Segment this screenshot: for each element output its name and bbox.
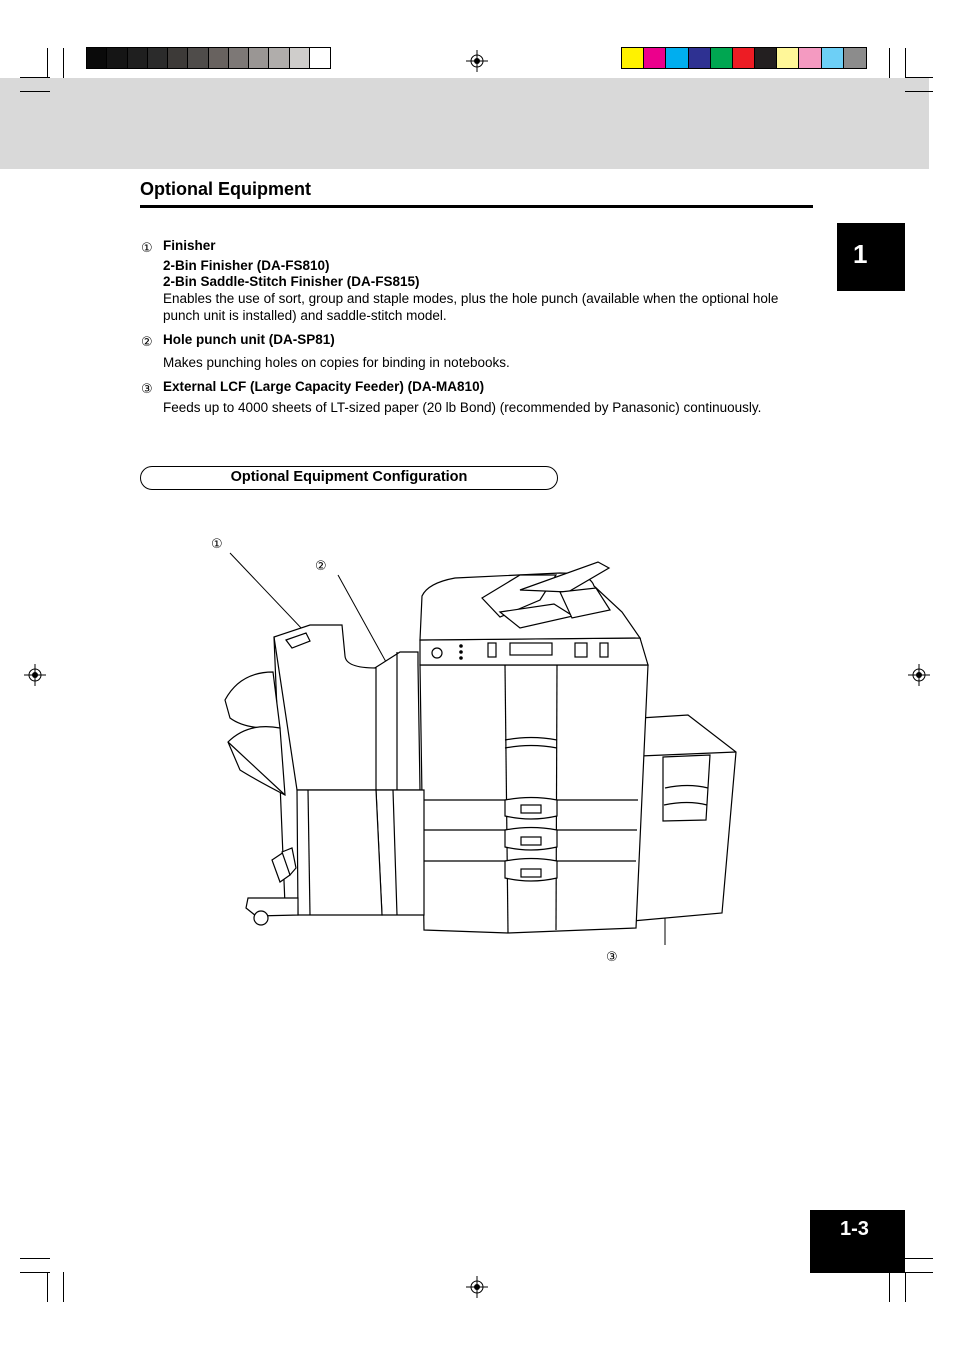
title-rule (140, 205, 813, 208)
gray-swatch (188, 48, 208, 68)
header-band (0, 78, 929, 169)
equipment-illustration (215, 550, 745, 945)
description-line: punch unit is installed) and saddle-stitch model. (163, 308, 447, 323)
registration-mark-icon (908, 664, 930, 686)
item-description (163, 290, 813, 324)
description-line: Feeds up to 4000 sheets of LT-sized paper (20 lb Bond) (recommended by Panasonic) continuously. (163, 400, 762, 415)
color-swatch (844, 48, 866, 68)
gray-swatch (87, 48, 107, 68)
color-swatch (666, 48, 688, 68)
item-title: Finisher (163, 238, 216, 253)
item-subtitle: 2-Bin Saddle-Stitch Finisher (DA-FS815) (163, 274, 420, 289)
registration-mark-icon (466, 1276, 488, 1298)
color-swatch (777, 48, 799, 68)
document-feeder (420, 562, 640, 640)
item-title: Hole punch unit (DA-SP81) (163, 332, 335, 347)
color-bar (621, 47, 867, 69)
gray-swatch (209, 48, 229, 68)
color-swatch (644, 48, 666, 68)
callout-finisher: ① (211, 536, 223, 551)
gray-swatch (310, 48, 330, 68)
page-number: 1-3 (810, 1210, 905, 1273)
page-title: Optional Equipment (140, 179, 311, 199)
gray-swatch (249, 48, 269, 68)
gray-swatch (168, 48, 188, 68)
item-marker: ② (141, 334, 153, 349)
item-description (163, 354, 813, 371)
gray-swatch (269, 48, 289, 68)
item-marker: ① (141, 240, 153, 255)
copier-body (420, 665, 648, 933)
color-swatch (622, 48, 644, 68)
registration-mark-icon (24, 664, 46, 686)
finisher-base (246, 898, 298, 925)
callout-hole-punch: ② (315, 558, 327, 573)
description-line: Makes punching holes on copies for binding in notebooks. (163, 355, 510, 370)
color-swatch (733, 48, 755, 68)
color-swatch (711, 48, 733, 68)
gray-swatch (148, 48, 168, 68)
gray-swatch (107, 48, 127, 68)
item-title: External LCF (Large Capacity Feeder) (DA-MA810) (163, 379, 485, 394)
lcf-unit (632, 715, 736, 921)
color-swatch (822, 48, 844, 68)
color-swatch (799, 48, 821, 68)
control-panel (420, 638, 648, 665)
config-heading: Optional Equipment Configuration (140, 466, 558, 490)
gray-swatch (229, 48, 249, 68)
item-marker: ③ (141, 381, 153, 396)
registration-mark-icon (466, 50, 488, 72)
grayscale-bar (86, 47, 331, 69)
color-swatch (755, 48, 777, 68)
color-swatch (689, 48, 711, 68)
item-subtitle: 2-Bin Finisher (DA-FS810) (163, 258, 330, 273)
chapter-tab: 1 (837, 223, 905, 291)
item-description (163, 399, 813, 416)
gray-swatch (290, 48, 310, 68)
callout-lcf: ③ (606, 949, 618, 964)
gray-swatch (128, 48, 148, 68)
description-line: Enables the use of sort, group and staple modes, plus the hole punch (available when the optional hole (163, 291, 779, 306)
